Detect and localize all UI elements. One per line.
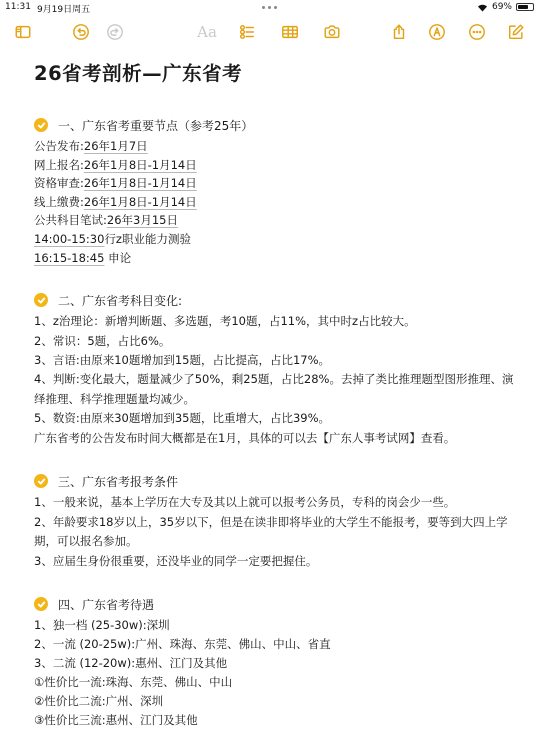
table-icon[interactable] [279, 21, 301, 43]
note-body[interactable] [34, 58, 514, 754]
status-time: 11:31 [5, 2, 31, 12]
checkmark-icon[interactable] [34, 118, 48, 132]
checklist-icon[interactable] [236, 21, 258, 43]
list-item: 2、常识：5题，占比6%。 [34, 333, 171, 348]
wifi-icon [477, 3, 488, 12]
undo-icon[interactable] [70, 21, 92, 43]
section-benefits [34, 595, 514, 730]
section-heading [34, 472, 514, 490]
status-left [5, 2, 90, 15]
section-subject-changes [34, 291, 514, 448]
multitasking-dots-icon[interactable] [262, 6, 277, 9]
status-right [477, 2, 534, 12]
list-item: 4、判断:变化最大，题量减少了50%，剩25题，占比28%。去掉了类比推理题型图形推理、演绎推理、科学推理题量均减少。 [34, 372, 514, 406]
battery-percent: 69% [491, 2, 512, 12]
list-item: 16:15-18:45 申论 [34, 250, 132, 265]
note-title[interactable]: 26省考剖析—广东省考 [34, 62, 243, 85]
list-item: 2、一流 (20-25w):广州、珠海、东莞、佛山、中山、省直 [34, 637, 331, 652]
list-item: ①性价比一流:珠海、东莞、佛山、中山 [34, 675, 233, 690]
markup-icon[interactable] [426, 21, 448, 43]
format-label: Aa [197, 23, 217, 41]
camera-icon[interactable] [321, 21, 343, 43]
list-item: 5、数资:由原来30题增加到35题，比重增大，占比39%。 [34, 411, 331, 426]
section-title: 三、广东省考报考条件 [58, 474, 179, 489]
list-item: ②性价比二流:广州、深圳 [34, 694, 164, 709]
list-item: 1、z治理论：新增判断题、多选题，考10题，占11%，其中时z占比较大。 [34, 314, 416, 329]
status-date: 9月19日周五 [36, 5, 91, 15]
list-item: 1、独一档 (25-30w):深圳 [34, 618, 170, 633]
sidebar-icon[interactable] [12, 21, 34, 43]
checkmark-icon[interactable] [34, 474, 48, 488]
section-requirements [34, 472, 514, 571]
section-heading [34, 595, 514, 613]
list-item: 公共科目笔试:26年3月15日 [34, 213, 178, 228]
list-item: 网上报名:26年1月8日-1月14日 [34, 157, 197, 172]
list-item: 2、年龄要求18岁以上，35岁以下，但是在读非即将毕业的大学生不能报考，要等到大四上学期，可以报名参加。 [34, 514, 508, 549]
battery-icon [516, 3, 534, 11]
list-item: 1、一般来说，基本上学历在大专及其以上就可以报考公务员，专科的岗会少一些。 [34, 495, 456, 509]
list-item: 3、言语:由原来10题增加到15题，占比提高，占比17%。 [34, 352, 331, 367]
list-item: 广东省考的公告发布时间大概都是在1月，具体的可以去【广东人事考试网】查看。 [34, 430, 456, 445]
checkmark-icon[interactable] [34, 597, 48, 611]
list-item: ③性价比三流:惠州、江门及其他 [34, 713, 198, 728]
section-heading [34, 116, 514, 134]
section-title: 一、广东省考重要节点（参考25年） [58, 118, 254, 133]
compose-icon[interactable] [505, 21, 527, 43]
more-icon[interactable] [466, 21, 488, 43]
section-heading [34, 291, 514, 309]
status-bar [0, 0, 540, 16]
list-item: 资格审查:26年1月8日-1月14日 [34, 176, 197, 191]
section-title: 二、广东省考科目变化: [58, 293, 183, 308]
redo-icon[interactable] [104, 21, 126, 43]
list-item: 公告发布:26年1月7日 [34, 139, 148, 153]
list-item: 14:00-15:30行z职业能力测验 [34, 231, 191, 246]
list-item: 线上缴费:26年1月8日-1月14日 [34, 194, 197, 209]
notes-toolbar [0, 18, 540, 46]
list-item: 3、二流 (12-20w):惠州、江门及其他 [34, 656, 228, 671]
checkmark-icon[interactable] [34, 293, 48, 307]
share-icon[interactable] [388, 21, 410, 43]
format-icon[interactable] [194, 21, 220, 43]
list-item: 3、应届生身份很重要，还没毕业的同学一定要把握住。 [34, 553, 318, 568]
section-title: 四、广东省考待遇 [58, 597, 155, 612]
section-key-dates [34, 116, 514, 267]
